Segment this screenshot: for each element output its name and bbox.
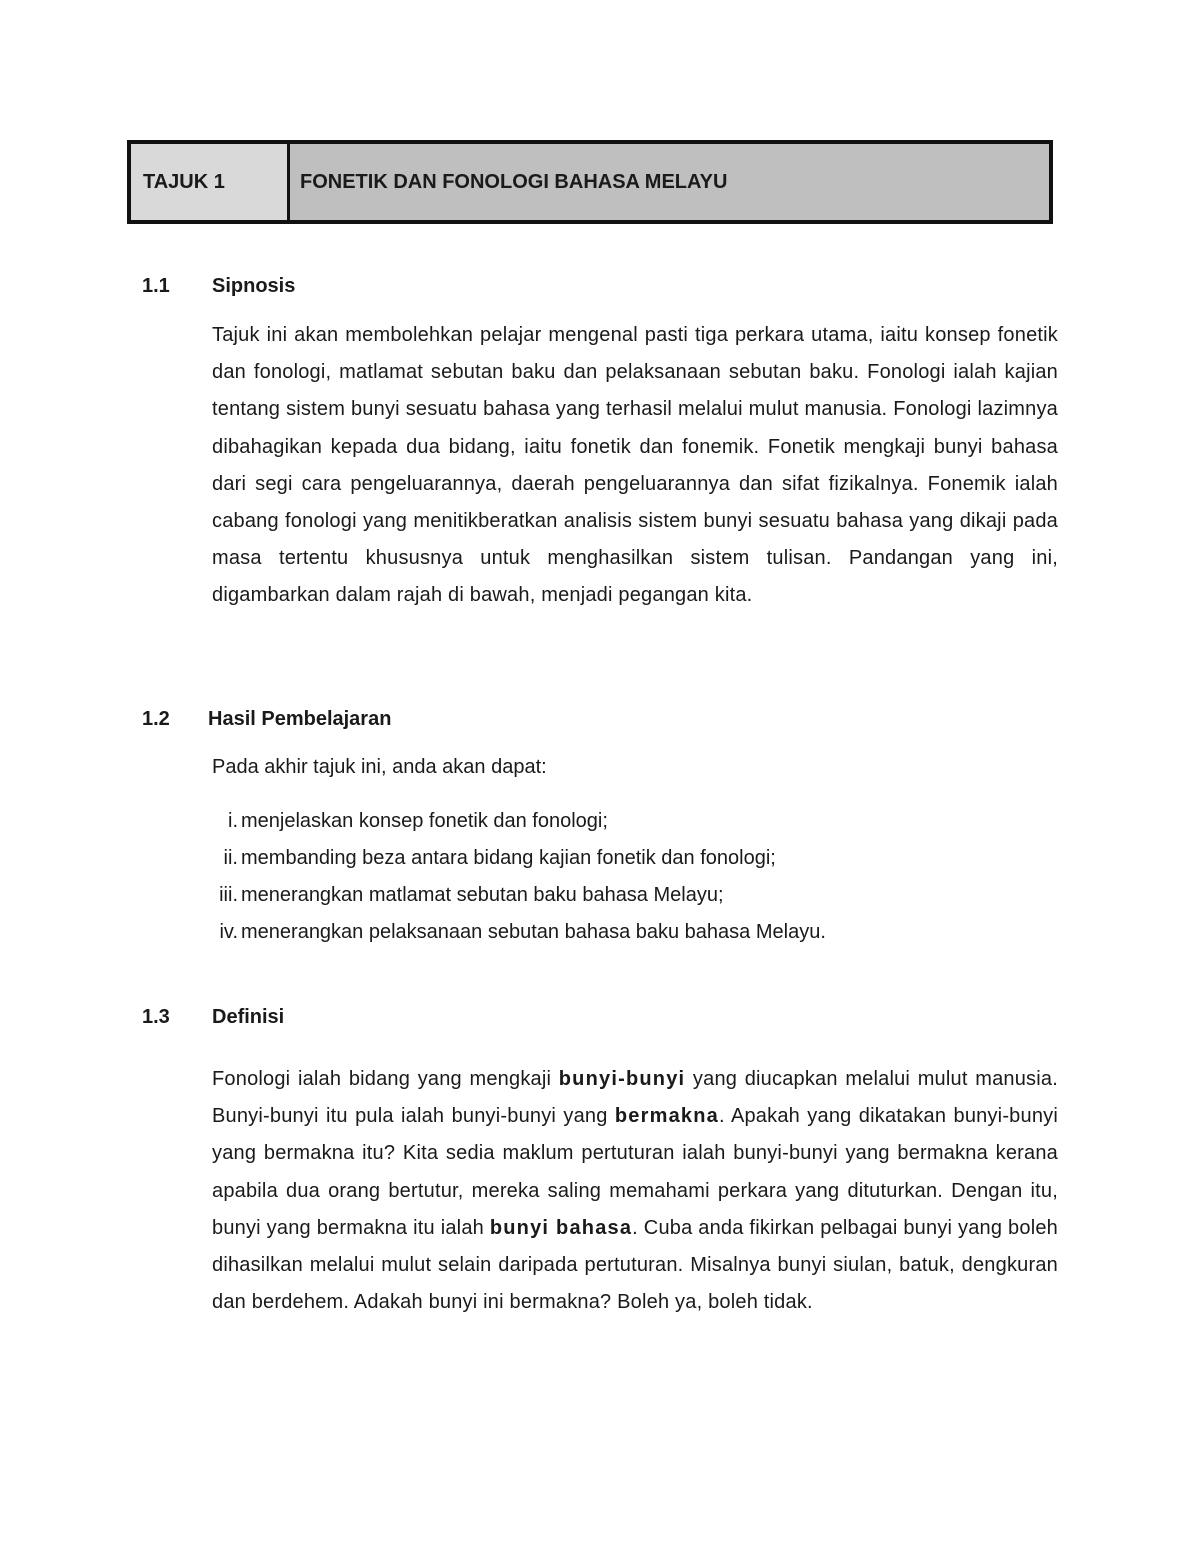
topic-label-cell xyxy=(131,144,290,220)
definition-text: Fonologi ialah bidang yang mengkaji xyxy=(212,1068,559,1090)
topic-label: TAJUK 1 xyxy=(143,170,225,193)
topic-title: FONETIK DAN FONOLOGI BAHASA MELAYU xyxy=(300,170,728,193)
section-1-number: 1.1 xyxy=(142,275,170,297)
definition-text: yang diucapkan melalui mulut manusia. Bunyi-bunyi itu pula ialah bunyi-bunyi yang xyxy=(212,1068,1058,1128)
section-1-paragraph: Tajuk ini akan membolehkan pelajar mengenal pasti tiga perkara utama, iaitu konsep fonetik dan fonologi, matlamat sebutan baku dan pelaksanaan sebutan baku. Fonologi ialah kajian tentang sistem bunyi sesuatu bahasa yang terhasil melalui mulut manusia. Fonologi lazimnya dibahagikan kepada dua bidang, iaitu fonetik dan fonemik. Fonetik mengkaji bunyi bahasa dari segi cara pengeluarannya, daerah pengeluarannya dan sifat fizikalnya. Fonemik ialah cabang fonologi yang menitikberatkan analisis sistem bunyi sesuatu bahasa yang dikaji pada masa tertentu khususnya untuk menghasilkan sistem tulisan. Pandangan yang ini, digambarkan dalam rajah di bawah, menjadi pegangan kita. xyxy=(212,324,1058,607)
section-2-title: Hasil Pembelajaran xyxy=(208,708,392,730)
list-item xyxy=(200,803,826,840)
topic-title-table xyxy=(127,140,1053,224)
list-item-text: membanding beza antara bidang kajian fonetik dan fonologi; xyxy=(241,847,776,869)
topic-title-cell xyxy=(290,144,1049,220)
list-item xyxy=(200,877,826,914)
definition-text: . Cuba anda fikirkan pelbagai bunyi yang boleh dihasilkan melalui mulut selain daripada pertuturan. Misalnya bunyi siulan, batuk, dengkuran dan berdehem. Adakah bunyi ini bermakna? Boleh ya, boleh tidak. xyxy=(212,1216,1058,1314)
section-3-title: Definisi xyxy=(212,1006,285,1028)
list-marker: iv. xyxy=(219,921,238,943)
list-item xyxy=(200,840,826,877)
bold-term: bunyi bahasa xyxy=(489,1216,633,1239)
section-3-number: 1.3 xyxy=(142,1006,170,1028)
section-2-heading xyxy=(142,708,391,731)
definition-text: . Apakah yang dikatakan bunyi-bunyi yang bermakna itu? Kita sedia maklum pertuturan ialah bunyi-bunyi yang bermakna kerana apabila dua orang bertutur, mereka saling memahami perkara yang dituturkan. Dengan itu, bunyi yang bermakna itu ialah xyxy=(212,1105,1058,1239)
section-2-number: 1.2 xyxy=(142,708,170,730)
learning-outcomes-list xyxy=(200,803,826,951)
list-item-text: menerangkan pelaksanaan sebutan bahasa baku bahasa Melayu. xyxy=(241,921,826,943)
bold-term: bermakna xyxy=(614,1105,719,1128)
list-marker: i. xyxy=(228,810,238,832)
list-item-text: menjelaskan konsep fonetik dan fonologi; xyxy=(241,810,608,832)
section-1-title: Sipnosis xyxy=(212,275,296,297)
list-marker: iii. xyxy=(219,884,238,906)
list-item-text: menerangkan matlamat sebutan baku bahasa Melayu; xyxy=(241,884,724,906)
bold-term: bunyi-bunyi xyxy=(558,1068,686,1090)
section-3-paragraph xyxy=(212,1061,1058,1321)
section-1-heading xyxy=(142,275,295,298)
list-item xyxy=(200,914,826,951)
list-marker: ii. xyxy=(223,847,238,869)
section-3-heading xyxy=(142,1006,284,1029)
section-2-intro: Pada akhir tajuk ini, anda akan dapat: xyxy=(212,756,547,778)
